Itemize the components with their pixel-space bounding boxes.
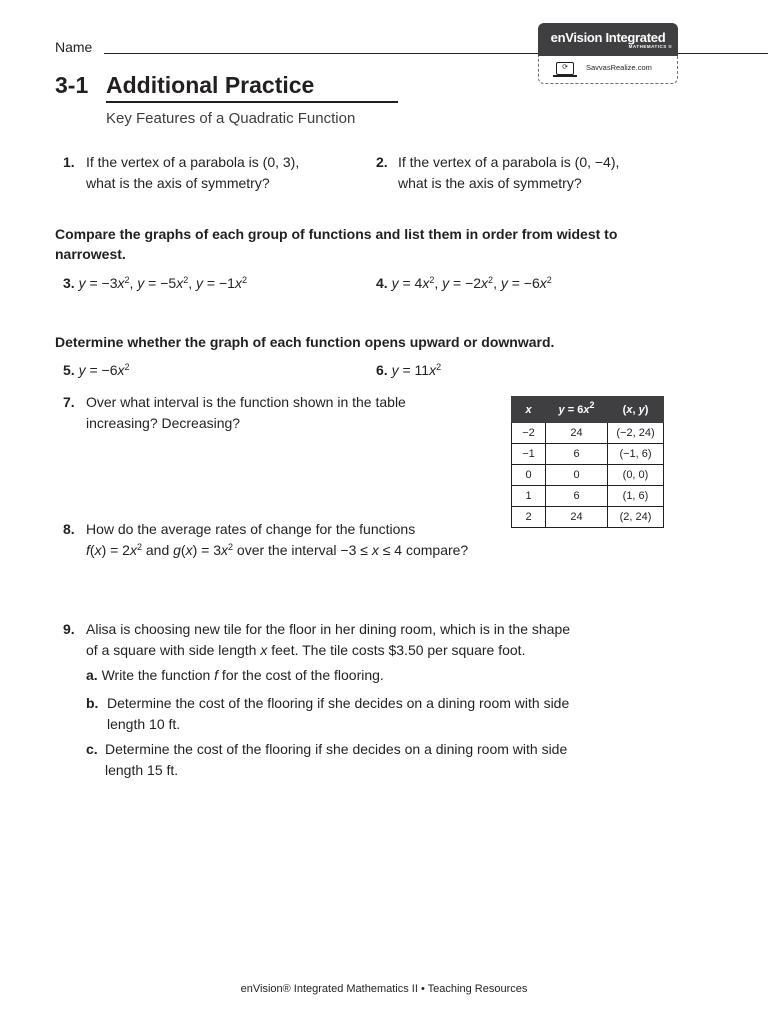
part-label: a. — [86, 667, 98, 683]
question-line: length 15 ft. — [105, 762, 179, 778]
question-line: what is the axis of symmetry? — [398, 175, 582, 191]
question-8-text — [86, 519, 468, 561]
table-header: x — [512, 397, 546, 423]
table-cell: 6 — [546, 486, 608, 507]
page-title: Additional Practice — [106, 72, 315, 98]
envision-logo — [538, 23, 678, 56]
computer-icon: ⟳ — [556, 62, 574, 75]
question-1 — [63, 152, 75, 173]
table-header-row — [512, 397, 664, 423]
table-cell: 0 — [512, 465, 546, 486]
question-3-expr: $y = -3x^2$, $y = -5x^2$, $y = -1x^2$ — [78, 275, 247, 291]
question-line: Determine the cost of the flooring if she decides on a dining room with side — [107, 695, 570, 711]
question-number: 5. — [63, 362, 75, 378]
question-8 — [63, 519, 75, 540]
table-row — [512, 507, 664, 528]
question-2-text — [398, 152, 619, 194]
table-header: (x, y) — [608, 397, 664, 423]
table-cell: 6 — [546, 444, 608, 465]
question-number: 6. — [376, 362, 388, 378]
opens-instruction: Determine whether the graph of each function opens upward or downward. — [55, 334, 555, 350]
computer-stand — [553, 75, 577, 77]
table-row — [512, 486, 664, 507]
table-row — [512, 423, 664, 444]
question-7 — [63, 392, 75, 413]
question-4 — [376, 273, 552, 294]
table-cell: 1 — [512, 486, 546, 507]
question-line: If the vertex of a parabola is (0, −4), — [398, 154, 620, 170]
question-line: Over what interval is the function shown in the table — [86, 394, 406, 410]
question-number: 4. — [376, 275, 388, 291]
table-cell: (1, 6) — [608, 486, 664, 507]
question-7-text — [86, 392, 406, 434]
question-9 — [63, 619, 75, 640]
question-3 — [63, 273, 247, 294]
table-cell: 0 — [546, 465, 608, 486]
page-footer: enVision® Integrated Mathematics II • Teaching Resources — [240, 983, 528, 995]
brand-sub: MATHEMATICS II — [628, 44, 672, 49]
question-number: 7. — [63, 394, 75, 410]
question-line: of a square with side length x feet. The tile costs $3.50 per square foot. — [86, 642, 526, 658]
question-line: increasing? Decreasing? — [86, 415, 241, 431]
question-number: 2. — [376, 154, 388, 170]
question-2 — [376, 152, 388, 173]
question-9-text — [86, 619, 570, 661]
table-header: $y = 6x^2$ — [546, 397, 608, 423]
question-9b-text — [107, 693, 569, 735]
table-cell: −1 — [512, 444, 546, 465]
brand-name: enVision Integrated — [550, 30, 666, 45]
question-number: 8. — [63, 521, 75, 537]
question-line: If the vertex of a parabola is (0, 3), — [86, 154, 300, 170]
part-label: b. — [86, 695, 99, 711]
question-line: Alisa is choosing new tile for the floor in her dining room, which is in the shape — [86, 621, 571, 637]
table-cell: 2 — [512, 507, 546, 528]
question-9a — [86, 665, 384, 686]
values-table — [511, 396, 664, 528]
question-line: what is the axis of symmetry? — [86, 175, 270, 191]
question-1-text — [86, 152, 299, 194]
page-subtitle: Key Features of a Quadratic Function — [106, 110, 356, 127]
name-label: Name — [55, 39, 93, 55]
question-9b — [86, 693, 98, 714]
table-cell: (0, 0) — [608, 465, 664, 486]
question-8-expr: $f(x) = 2x^2$ and $g(x) = 3x^2$ over the interval −3 ≤ x ≤ 4 compare? — [86, 542, 469, 558]
table-cell: 24 — [546, 507, 608, 528]
question-9c — [86, 739, 98, 760]
table-row — [512, 465, 664, 486]
part-label: c. — [86, 741, 98, 757]
question-9a-text: Write the function f for the cost of the flooring. — [101, 667, 384, 683]
question-line: length 10 ft. — [107, 716, 181, 732]
question-5 — [63, 360, 130, 381]
question-line: How do the average rates of change for the functions — [86, 521, 416, 537]
question-number: 1. — [63, 154, 75, 170]
question-6 — [376, 360, 441, 381]
table-cell: (−1, 6) — [608, 444, 664, 465]
title-rule — [106, 101, 398, 103]
question-line: Determine the cost of the flooring if she decides on a dining room with side — [105, 741, 568, 757]
question-5-expr: $y = -6x^2$ — [78, 362, 130, 378]
table-cell: 24 — [546, 423, 608, 444]
question-number: 3. — [63, 275, 75, 291]
realize-url: SavvasRealize.com — [586, 63, 652, 72]
table-row — [512, 444, 664, 465]
question-number: 9. — [63, 621, 75, 637]
table-cell: −2 — [512, 423, 546, 444]
question-9c-text — [105, 739, 567, 781]
savvas-realize-box — [538, 56, 678, 84]
question-6-expr: $y = 11x^2$ — [391, 362, 442, 378]
lesson-number: 3-1 — [55, 72, 89, 98]
table-cell: (−2, 24) — [608, 423, 664, 444]
compare-instruction: Compare the graphs of each group of functions and list them in order from widest to narrowest. — [55, 226, 618, 262]
question-4-expr: $y = 4x^2$, $y = -2x^2$, $y = -6x^2$ — [391, 275, 552, 291]
table-cell: (2, 24) — [608, 507, 664, 528]
